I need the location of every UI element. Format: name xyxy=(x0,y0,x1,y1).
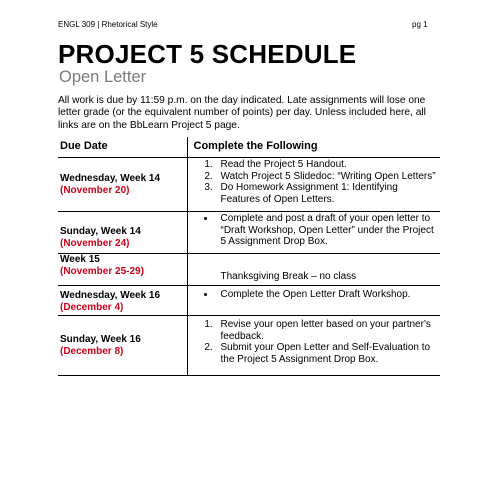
schedule-table xyxy=(58,137,440,376)
due-day: Wednesday, Week 16 xyxy=(60,290,161,301)
table-row xyxy=(58,158,440,212)
due-date-cell xyxy=(58,316,187,376)
due-date-header: Due Date xyxy=(58,137,187,158)
task-text: Thanksgiving Break – no class xyxy=(220,270,357,282)
due-date: (December 4) xyxy=(60,301,124,313)
table-row xyxy=(58,316,440,376)
list-item: 1. Revise your open letter based on your partner's feedback. xyxy=(216,319,441,342)
task-cell xyxy=(187,316,440,376)
due-date-cell xyxy=(58,254,187,286)
page-number: pg 1 xyxy=(412,20,428,29)
table-header-row xyxy=(58,137,440,158)
list-item: 3. Do Homework Assignment 1: Identifying Features of Open Letters. xyxy=(216,182,441,205)
tasks-header: Complete the Following xyxy=(187,137,440,158)
list-item: 2. Watch Project 5 Slidedoc: “Writing Open Letters” xyxy=(216,171,441,183)
due-date: (November 24) xyxy=(60,237,130,249)
due-date-cell xyxy=(58,286,187,316)
due-date-cell xyxy=(58,158,187,212)
due-day: Sunday, Week 14 xyxy=(60,226,141,237)
due-day: Wednesday, Week 14 xyxy=(60,173,161,184)
table-row xyxy=(58,286,440,316)
task-list xyxy=(188,159,441,205)
task-cell xyxy=(187,158,440,212)
due-day: Sunday, Week 16 xyxy=(60,334,141,345)
page-subtitle: Open Letter xyxy=(59,68,147,86)
due-date: (November 25-29) xyxy=(60,265,144,277)
due-date: (November 20) xyxy=(60,184,130,196)
task-cell xyxy=(187,212,440,254)
list-item: • Complete the Open Letter Draft Workshop. xyxy=(216,289,441,301)
intro-paragraph: All work is due by 11:59 p.m. on the day indicated. Late assignments will lose one letter grade (or the equivalent number of points) per day. Unless included here, all links are on the BbLearn Project 5 page. xyxy=(58,95,426,131)
task-list xyxy=(188,289,441,301)
table-row xyxy=(58,212,440,254)
list-item: 1. Read the Project 5 Handout. xyxy=(216,159,441,171)
course-header: ENGL 309 | Rhetorical Style xyxy=(58,20,158,29)
due-day: Week 15 xyxy=(60,254,100,265)
task-list xyxy=(188,213,441,248)
table-row xyxy=(58,254,440,286)
task-list xyxy=(188,319,441,365)
due-date: (December 8) xyxy=(60,345,124,357)
page-title: PROJECT 5 SCHEDULE xyxy=(58,39,357,69)
due-date-cell xyxy=(58,212,187,254)
list-item: • Complete and post a draft of your open letter to “Draft Workshop, Open Letter” under the Project 5 Assignment Drop Box. xyxy=(216,213,441,248)
task-cell xyxy=(187,286,440,316)
list-item: 2. Submit your Open Letter and Self-Evaluation to the Project 5 Assignment Drop Box. xyxy=(216,342,441,365)
task-cell xyxy=(187,254,440,286)
